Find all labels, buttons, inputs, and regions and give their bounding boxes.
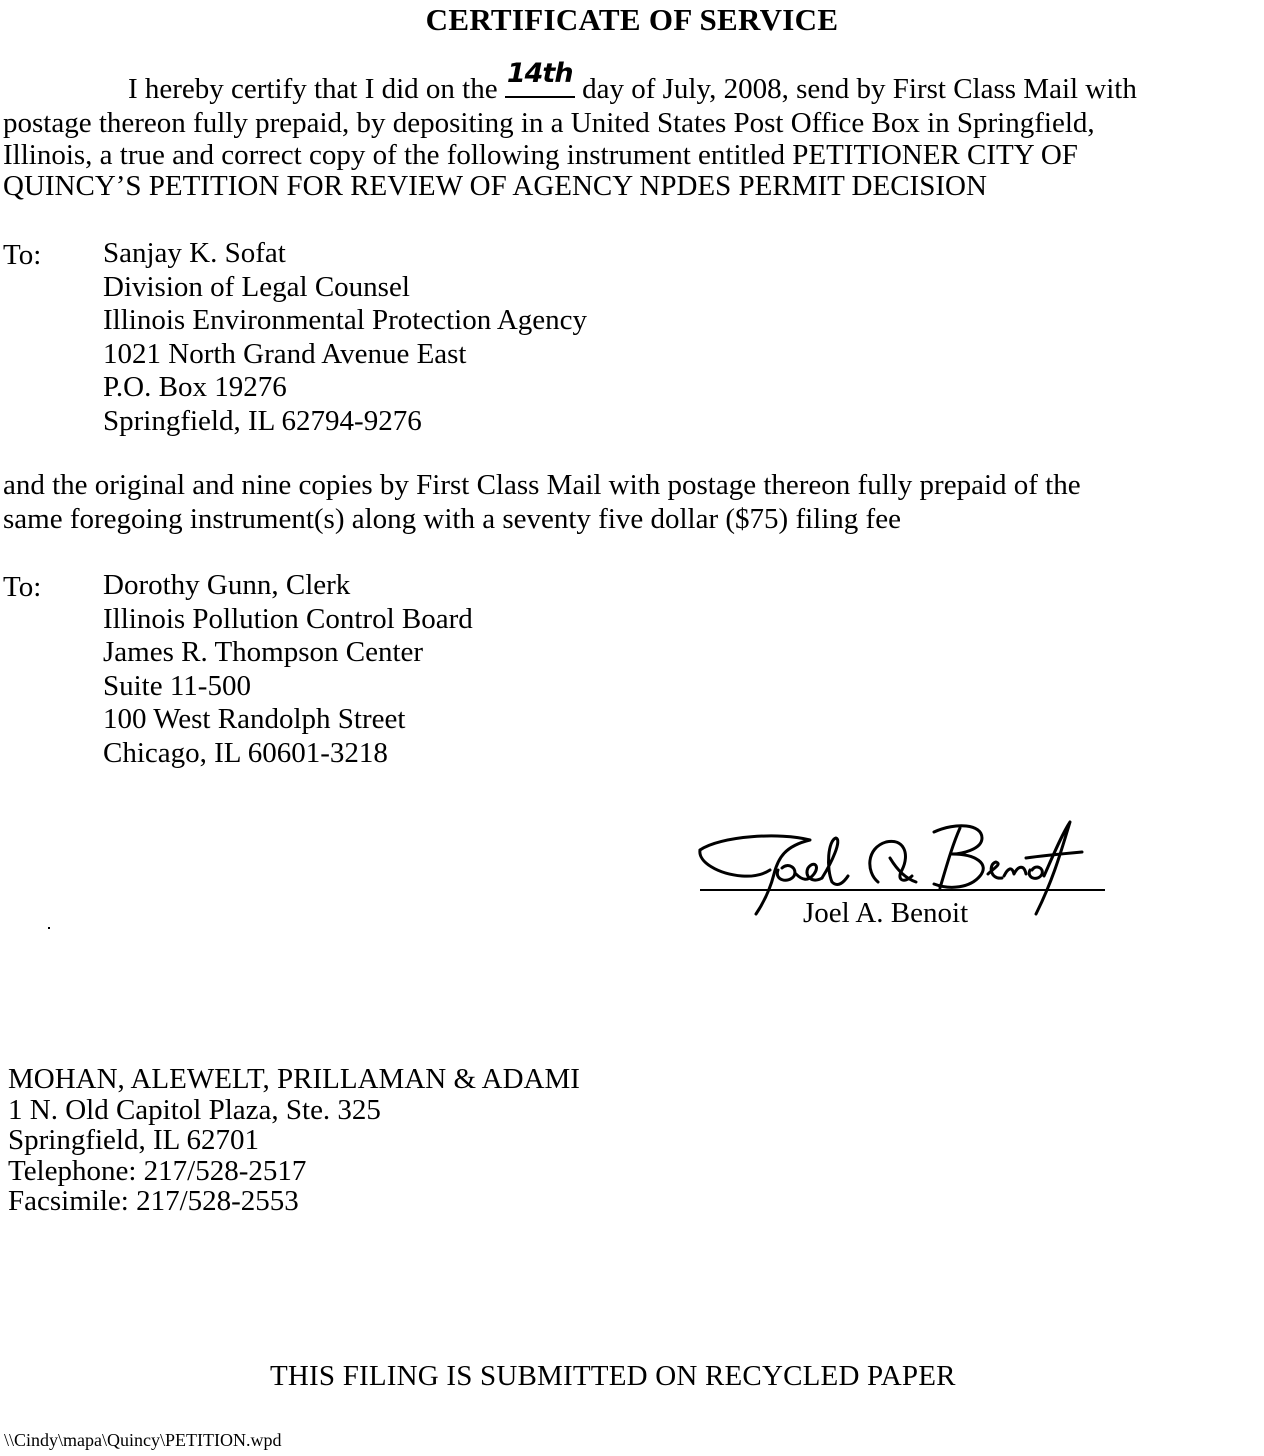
recipient2-line: Chicago, IL 60601-3218 [103, 736, 388, 769]
firm-line: Facsimile: 217/528-2553 [8, 1185, 299, 1217]
original-copies-line-2: same foregoing instrument(s) along with a seventy five dollar ($75) filing fee [3, 503, 901, 535]
day-blank [505, 58, 575, 98]
document-title: CERTIFICATE OF SERVICE [425, 2, 839, 37]
recipient2-line: Illinois Pollution Control Board [103, 602, 473, 635]
to-label-2: To: [3, 571, 42, 603]
recipient1-line: Division of Legal Counsel [103, 270, 410, 303]
recipient1-line: Springfield, IL 62794-9276 [103, 404, 422, 437]
certify-line-4: QUINCY’S PETITION FOR REVIEW OF AGENCY NPDES PERMIT DECISION [3, 170, 987, 202]
certify-rest: day of July, 2008, send by First Class Mail with [582, 73, 1137, 105]
to-label-1: To: [3, 239, 42, 271]
recipient2-line: Suite 11-500 [103, 669, 251, 702]
signer-printed-name: Joel A. Benoit [803, 897, 969, 929]
recipient2-address [103, 569, 473, 770]
firm-line: MOHAN, ALEWELT, PRILLAMAN & ADAMI [8, 1063, 580, 1095]
recipient1-line: 1021 North Grand Avenue East [103, 337, 467, 370]
file-path-footer: \\Cindy\mapa\Quincy\PETITION.wpd [4, 1430, 282, 1450]
original-copies-line-1: and the original and nine copies by First Class Mail with postage thereon fully prepaid of the [3, 469, 1081, 501]
recipient1-line: Illinois Environmental Protection Agency [103, 304, 588, 336]
firm-line: Springfield, IL 62701 [8, 1124, 260, 1156]
recipient1-line: P.O. Box 19276 [103, 371, 287, 403]
firm-block [8, 1064, 580, 1217]
recipient1-address [103, 237, 587, 438]
signature-line [700, 889, 1105, 891]
recipient2-line: 100 West Randolph Street [103, 703, 406, 735]
recycled-paper-notice: THIS FILING IS SUBMITTED ON RECYCLED PAPER [270, 1360, 956, 1392]
stray-mark [48, 927, 50, 929]
recipient1-line: Sanjay K. Sofat [103, 237, 286, 269]
recipient2-line: Dorothy Gunn, Clerk [103, 569, 351, 601]
certify-lead: I hereby certify that I did on the [128, 73, 498, 105]
firm-line: Telephone: 217/528-2517 [8, 1154, 307, 1187]
certify-line-1 [128, 58, 1137, 105]
handwritten-day: 14th [506, 58, 573, 89]
firm-line: 1 N. Old Capitol Plaza, Ste. 325 [8, 1093, 381, 1126]
recipient2-line: James R. Thompson Center [103, 636, 424, 668]
certify-line-3: Illinois, a true and correct copy of the following instrument entitled PETITIONER CITY OF [3, 139, 1078, 171]
certify-line-2: postage thereon fully prepaid, by depositing in a United States Post Office Box in Springfield, [3, 107, 1095, 139]
